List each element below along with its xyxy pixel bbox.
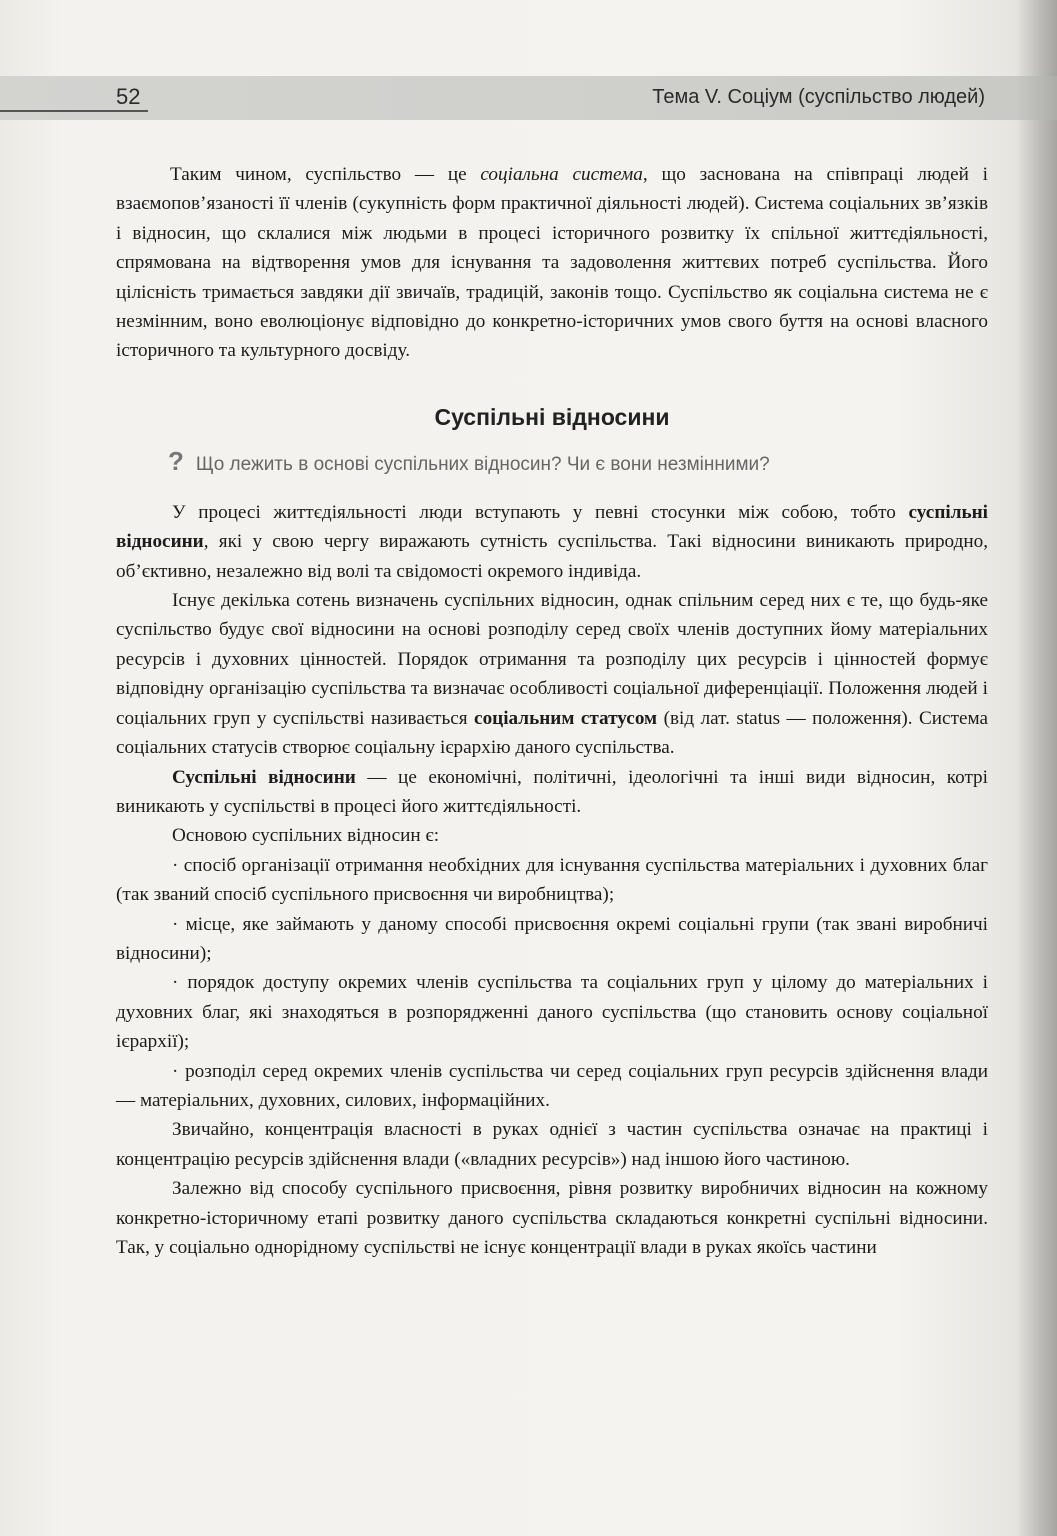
- list-item: · спосіб організації отримання необхідних для існування суспільства матеріальних і духовних благ (так званий спосіб суспільного присвоєння чи виробництва);: [116, 854, 988, 906]
- paragraph-1-start: У процесі життєдіяльності люди вступають у певні стосунки між собою, тобто: [172, 501, 909, 523]
- paragraph-2-term: соціальним статусом: [474, 707, 658, 729]
- page-content: [116, 160, 988, 1262]
- paragraph-1: [116, 498, 988, 586]
- header-rule: [0, 110, 148, 112]
- intro-text-rest: , що заснована на співпраці людей і взаємопов’язаності її членів (сукупність форм практичної діяльності людей). Система соціальних зв’язків і відносин, що склалися між людьми в процесі історичного розвитку їх спільної життєдіяльності, спрямована на відтворення умов для існування та задоволення життєвих потреб суспільства. Його цілісність тримається завдяки дії звичаїв, традицій, законів тощо. Суспільство як соціальна система не є незмінним, воно еволюціонує відповідно до конкретно-історичних умов свого буття на основі власного історичного та культурного досвіду.: [116, 164, 988, 362]
- paragraph-6: Залежно від способу суспільного присвоєння, рівня розвитку виробничих відносин на кожному конкретно-історичному етапі розвитку даного суспільства складаються конкретні суспільні відносини. Так, у соціально однорідному суспільстві не існує концентрації влади в руках якоїсь частини: [116, 1178, 988, 1258]
- paragraph-1-term: суспільні відносини: [116, 501, 988, 553]
- paragraph-2-rest: (від лат. status — положення). Система соціальних статусів створює соціальну ієрархію даного суспільства.: [116, 707, 988, 759]
- section-title: Суспільні відносини: [434, 403, 670, 430]
- paragraph-5: Звичайно, концентрація власності в руках однієї з частин суспільства означає на практиці і концентрацію ресурсів здійснення влади («владних ресурсів») над іншою його частиною.: [116, 1119, 988, 1170]
- paragraph-2: [116, 586, 988, 762]
- list-item: · порядок доступу окремих членів суспільства та соціальних груп у цілому до матеріальних і духовних благ, які знаходяться в розпорядженні даного суспільства (що становить основу соціальної ієрархії);: [116, 972, 988, 1053]
- bullet-list: [116, 851, 988, 1116]
- definition-text: — це економічні, політичні, ідеологічні та інші види відносин, котрі виникають у суспільстві в процесі його життєдіяльності.: [116, 766, 988, 817]
- list-item: · розподіл серед окремих членів суспільства чи серед соціальних груп ресурсів здійснення влади — матеріальних, духовних, силових, інформаційних.: [116, 1060, 988, 1111]
- page-number: 52: [116, 84, 141, 109]
- page-edge-shadow: [1017, 0, 1057, 1536]
- intro-italic-term: соціальна система: [480, 164, 643, 185]
- definition-paragraph: [116, 763, 988, 822]
- list-intro: Основою суспільних відносин є:: [172, 825, 440, 847]
- question-mark-icon: ?: [168, 445, 184, 476]
- question-text: Що лежить в основі суспільних відносин? Чи є вони незмінними?: [195, 453, 770, 475]
- running-title: Тема V. Соціум (суспільство людей): [652, 86, 985, 108]
- definition-term: Суспільні відносини: [172, 766, 356, 788]
- intro-paragraph: [116, 160, 988, 366]
- paragraph-2-start: Існує декілька сотень визначень суспільних відносин, однак спільним серед них є те, що будь-яке суспільство будує свої відносини на основі розподілу серед своїх членів доступних йому матеріальних ресурсів і духовних цінностей. Порядок отримання та розподілу цих ресурсів і цінностей формує відповідну організацію суспільства та визначає особливості соціальної диференціації. Положення людей і соціальних груп у суспільстві називається: [116, 590, 988, 729]
- section-question: [168, 446, 988, 480]
- intro-text-start: Таким чином, суспільство — це: [170, 164, 481, 185]
- paragraph-1-rest: , які у свою чергу виражають сутність суспільства. Такі відносини виникають природно, об’єктивно, незалежно від волі та свідомості окремого індивіда.: [116, 531, 988, 582]
- list-item: · місце, яке займають у даному способі присвоєння окремі соціальні групи (так звані виробничі відносини);: [116, 913, 988, 964]
